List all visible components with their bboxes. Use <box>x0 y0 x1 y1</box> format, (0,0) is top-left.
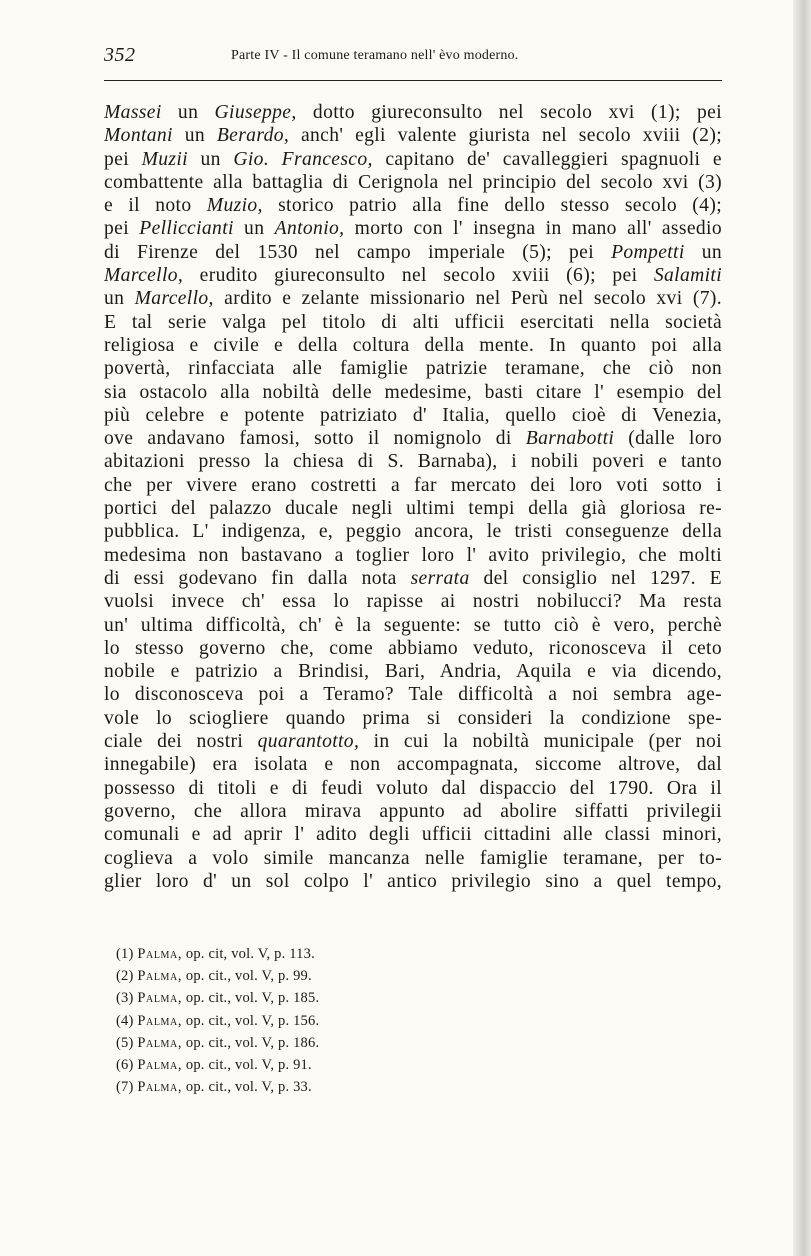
body-line: comunali e ad aprir l' adito degli ufficii cittadini alle classi minori, <box>104 824 722 846</box>
footnote-author: Palma, <box>137 968 183 985</box>
body-line: di essi godevano fin dalla nota serrata del consiglio nel 1297. E <box>104 567 722 589</box>
body-line: E tal serie valga pel titolo di alti ufficii esercitati nella società <box>104 311 722 333</box>
footnote-author: Palma, <box>137 990 183 1007</box>
body-line: medesima non bastavano a toglier loro l' avito privilegio, che molti <box>104 544 722 566</box>
page-edge-shadow <box>793 0 811 1256</box>
page-number: 352 <box>104 44 136 66</box>
footnote-author: Palma, <box>137 1079 183 1096</box>
running-title: Parte IV - Il comune teramano nell' èvo moderno. <box>231 48 519 63</box>
footnote <box>116 965 516 987</box>
body-line: portici del palazzo ducale negli ultimi tempi della già gloriosa re- <box>104 498 722 520</box>
body-line: povertà, rinfacciata alle famiglie patrizie teramane, che ciò non <box>104 358 722 380</box>
footnote-author: Palma, <box>137 1034 183 1051</box>
footnote-number: (1) <box>116 946 138 962</box>
body-line: un' ultima difficoltà, ch' è la seguente: se tutto ciò è vero, perchè <box>104 614 722 636</box>
footnote <box>116 1054 516 1076</box>
footnote-author: Palma, <box>137 1012 183 1029</box>
footnote-number: (2) <box>116 968 138 985</box>
footnote-number: (5) <box>116 1034 138 1051</box>
footnote <box>116 1032 516 1054</box>
page-header <box>104 44 721 68</box>
body-line: di Firenze del 1530 nel campo imperiale (5); pei Pompetti un <box>104 241 722 263</box>
footnote-number: (3) <box>116 990 138 1007</box>
body-line: lo stesso governo che, come abbiamo veduto, riconosceva il ceto <box>104 637 722 659</box>
body-line: Marcello, erudito giureconsulto nel secolo xviii (6); pei Salamiti <box>104 265 722 287</box>
body-line: combattente alla battaglia di Cerignola nel principio del secolo xvi (3) <box>104 171 722 193</box>
body-line: e il noto Muzio, storico patrio alla fine dello stesso secolo (4); <box>104 195 722 217</box>
body-line: che per vivere erano costretti a far mercato dei loro voti sotto i <box>104 474 722 496</box>
body-line: innegabile) era isolata e non accompagnata, siccome altrove, dal <box>104 754 722 776</box>
footnote <box>116 987 516 1009</box>
footnote-reference: op. cit., vol. V, p. 33. <box>182 1079 312 1096</box>
footnote-number: (7) <box>116 1079 138 1096</box>
body-line: Montani un Berardo, anch' egli valente giurista nel secolo xviii (2); <box>104 125 722 147</box>
body-line: ove andavano famosi, sotto il nomignolo di Barnabotti (dalle loro <box>104 428 722 450</box>
footnote-reference: op. cit., vol. V, p. 91. <box>182 1057 312 1074</box>
footnote-reference: op. cit., vol. V, p. 186. <box>182 1034 320 1051</box>
footnote <box>116 1076 516 1098</box>
body-text <box>104 101 722 893</box>
body-line: più celebre e potente patriziato d' Italia, quello cioè di Venezia, <box>104 404 722 426</box>
body-line: pei Pelliccianti un Antonio, morto con l' insegna in mano all' assedio <box>104 218 722 240</box>
body-line: un Marcello, ardito e zelante missionario nel Perù nel secolo xvi (7). <box>104 288 722 310</box>
body-line: vuolsi invece ch' essa lo rapisse ai nostri nobilucci? Ma resta <box>104 591 722 613</box>
footnote-author: Palma, <box>137 1057 183 1074</box>
body-line: vole lo sciogliere quando prima si consideri la condizione spe- <box>104 707 722 729</box>
body-line: possesso di titoli e di feudi voluto dal dispaccio del 1790. Ora il <box>104 777 722 799</box>
footnote-reference: op. cit., vol. V, p. 185. <box>182 990 320 1007</box>
body-line: religiosa e civile e della coltura della mente. In quanto poi alla <box>104 334 722 356</box>
body-line: nobile e patrizio a Brindisi, Bari, Andria, Aquila e via dicendo, <box>104 661 722 683</box>
body-line: pubblica. L' indigenza, e, peggio ancora, le tristi conseguenze della <box>104 521 722 543</box>
body-line: governo, che allora mirava appunto ad abolire siffatti privilegii <box>104 800 722 822</box>
footnote-reference: op. cit, vol. V, p. 113. <box>182 946 315 962</box>
body-line: pei Muzii un Gio. Francesco, capitano de' cavalleggieri spagnuoli e <box>104 148 722 170</box>
footnote-author: Palma, <box>137 946 183 962</box>
body-line: glier loro d' un sol colpo l' antico privilegio sino a quel tempo, <box>104 870 722 892</box>
body-line: lo disconosceva poi a Teramo? Tale difficoltà a noi sembra age- <box>104 684 722 706</box>
body-line: Massei un Giuseppe, dotto giureconsulto nel secolo xvi (1); pei <box>104 102 722 123</box>
footnote <box>116 943 516 965</box>
body-line: abitazioni presso la chiesa di S. Barnaba), i nobili poveri e tanto <box>104 451 722 473</box>
footnote <box>116 1010 516 1032</box>
body-line: ciale dei nostri quarantotto, in cui la nobiltà municipale (per noi <box>104 731 722 753</box>
footnote-reference: op. cit., vol. V, p. 156. <box>182 1012 320 1029</box>
footnote-number: (6) <box>116 1057 138 1074</box>
header-rule <box>104 80 722 81</box>
body-line: coglieva a volo simile mancanza nelle famiglie teramane, per to- <box>104 847 722 869</box>
body-line: sia ostacolo alla nobiltà delle medesime, basti citare l' esempio del <box>104 381 722 403</box>
footnote-number: (4) <box>116 1012 138 1029</box>
footnote-reference: op. cit., vol. V, p. 99. <box>182 968 312 985</box>
footnotes <box>116 943 516 1098</box>
